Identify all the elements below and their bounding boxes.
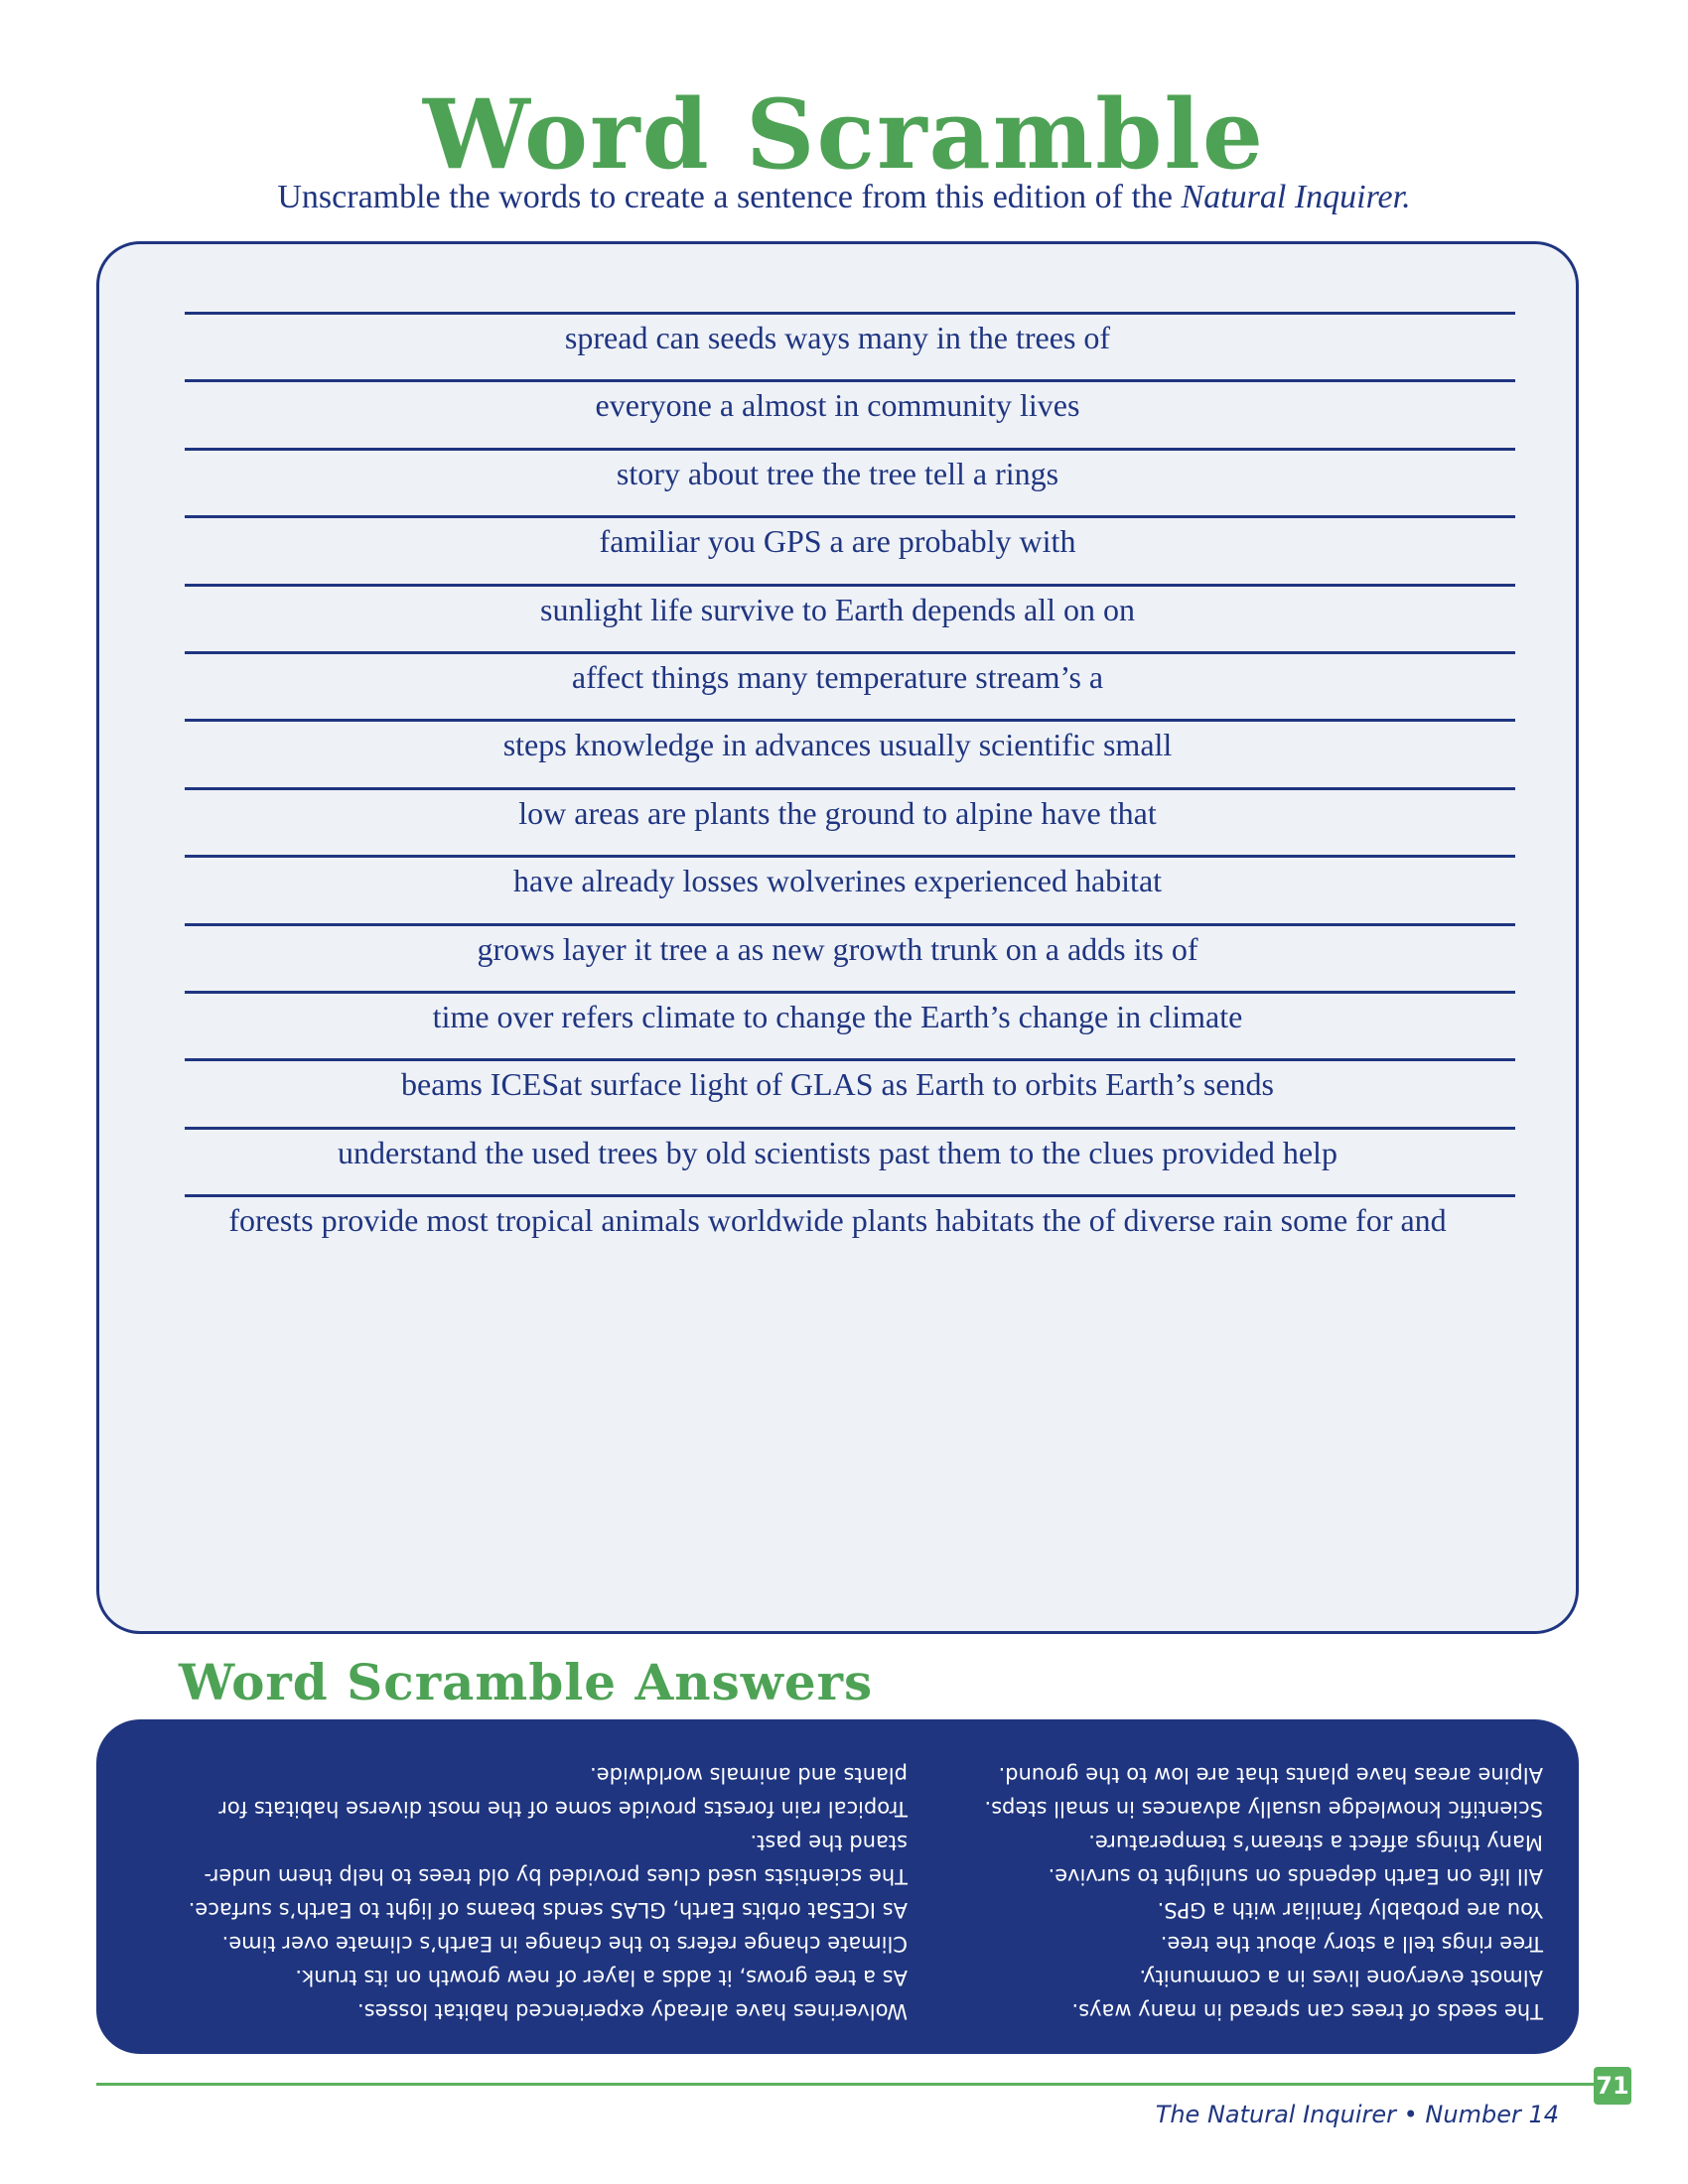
answer-sentence: Almost everyone lives in a community. [1139,1966,1543,1989]
page-title: Word Scramble [423,78,1265,191]
answer-line [185,651,1515,654]
scrambled-sentence: sunlight life survive to Earth depends all on on [540,591,1135,627]
footer-publication: The Natural Inquirer • Number 14 [1155,2101,1559,2128]
answer-line [185,515,1515,518]
scrambled-sentence: story about tree the tree tell a rings [616,455,1059,491]
answers-panel [96,1719,1579,2054]
answer-line [185,584,1515,587]
answers-title: Word Scramble Answers [179,1653,874,1711]
answer-sentence: Many things affect a stream’s temperature. [1088,1831,1543,1854]
scrambled-sentence: familiar you GPS a are probably with [599,523,1076,560]
scrambled-sentence: understand the used trees by old scientists past them to the clues provided help [338,1134,1337,1170]
answer-line [185,991,1515,994]
scrambled-sentence: low areas are plants the ground to alpine have that [518,794,1157,831]
answer-sentence: All life on Earth depends on sunlight to survive. [1048,1864,1543,1888]
instructions [0,181,1688,214]
answers-column-2 [188,1758,908,2028]
scrambled-sentence: grows layer it tree a as new growth trunk on a adds its of [477,930,1198,967]
answer-line [185,1194,1515,1197]
answer-line [185,923,1515,926]
answer-sentence: The seeds of trees can spread in many ways. [1071,1999,1543,2023]
answer-line [185,312,1515,315]
answer-line [185,787,1515,790]
answer-sentence: Alpine areas have plants that are low to the ground. [998,1763,1543,1787]
answer-sentence: The scientists used clues provided by old trees to help them under- [204,1864,908,1888]
answer-line [185,719,1515,722]
publication-name: Natural Inquirer. [1181,179,1411,215]
scrambled-sentence: spread can seeds ways many in the trees of [564,320,1111,355]
scrambled-sentence: steps knowledge in advances usually scientific small [502,727,1173,763]
answer-sentence: Tropical rain forests provide some of the most diverse habitats for [218,1797,908,1821]
page-number: 71 [1594,2067,1631,2105]
answer-sentence: You are probably familiar with a GPS. [1157,1898,1543,1922]
scrambled-sentence: beams ICESat surface light of GLAS as Earth to orbits Earth’s sends [401,1066,1274,1103]
answer-sentence: stand the past. [750,1831,908,1854]
scrambled-sentence: affect things many temperature stream’s a [571,659,1104,695]
answer-sentence: Scientific knowledge usually advances in small steps. [984,1797,1543,1821]
answer-line [185,379,1515,382]
scramble-panel [96,241,1579,1634]
footer-divider [96,2083,1596,2086]
answer-sentence: Climate change refers to the change in Earth’s climate over time. [221,1932,908,1956]
answer-line [185,1127,1515,1130]
answer-sentence: Wolverines have already experienced habitat losses. [356,1999,908,2023]
answer-line [185,1058,1515,1061]
scrambled-sentence: everyone a almost in community lives [595,387,1080,424]
instructions-text: Unscramble the words to create a sentence from this edition of the [277,179,1182,215]
answer-sentence: Tree rings tell a story about the tree. [1160,1932,1543,1956]
answer-sentence: plants and animals worldwide. [590,1763,908,1787]
scrambled-sentence: forests provide most tropical animals worldwide plants habitats the of diverse rain some for and [228,1202,1447,1239]
answers-upside-down [96,1719,1579,2054]
answers-column-1 [898,1758,1543,2028]
answer-line [185,855,1515,858]
answer-sentence: As ICESat orbits Earth, GLAS sends beams of light to Earth’s surface. [188,1898,908,1922]
answer-sentence: As a tree grows, it adds a layer of new growth on its trunk. [295,1966,908,1989]
scrambled-sentence: time over refers climate to change the Earth’s change in climate [432,999,1243,1034]
scrambled-sentence: have already losses wolverines experienced habitat [512,863,1163,899]
answer-line [185,448,1515,451]
